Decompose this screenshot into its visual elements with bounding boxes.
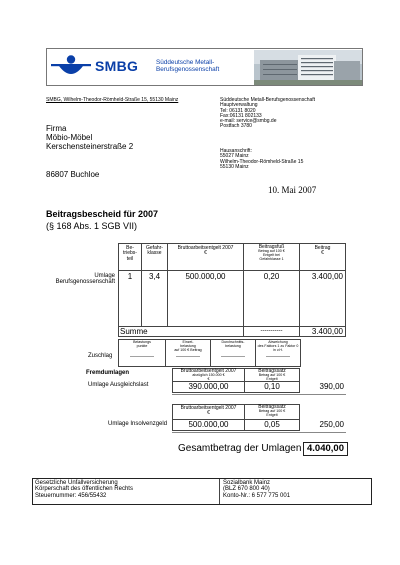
cell-beitrag: 3.400,00 [299, 270, 346, 327]
umlage-label: Umlage Berufsgenossenschaft [55, 273, 115, 286]
ausgleich-beitrag: 390,00 [319, 382, 344, 391]
header-banner [46, 48, 363, 86]
smbg-logo-icon [51, 53, 91, 81]
cell-beitragsfuss: 0,20 [243, 270, 300, 327]
summe-value: 3.400,00 [299, 326, 346, 337]
cell-arbeitsentgelt: 500.000,00 [167, 270, 244, 327]
document-date: 10. Mai 2007 [268, 185, 317, 195]
zuschlag-einzelbelastung: Einzel- belastung auf 100 € Beitrag ------------ [165, 339, 211, 367]
logo-text: SMBG [95, 58, 139, 74]
ausgleich-header-entgelt: Bruttoarbeitsentgelt 2007 abzüglich 150.000 € € [172, 368, 245, 382]
sender-line: SMBG, Wilhelm-Theodor-Römheld-Straße 15, 55130 Mainz [46, 97, 179, 103]
insolvenz-beitrag: 250,00 [319, 420, 344, 429]
header-beitragsfuss: Beitragsfuß Betrag auf 100 € Entgelt bei Gefahrklasse 1 [243, 243, 300, 271]
ausgleich-header-satz: Beitragssatz Betrag auf 100 € Entgelt [244, 368, 300, 382]
header-betriebsteil: Be- triebs- teil [118, 243, 142, 271]
recipient-city: 86807 Buchloe [46, 170, 100, 179]
zuschlag-abweichung: Abweichung des Faktors 1 zu Faktor 0 in v.H. ------------ [255, 339, 301, 367]
logo-subtitle: Süddeutsche Metall- Berufsgenossenschaft [156, 59, 220, 74]
document-title: Beitragsbescheid für 2007 [46, 209, 159, 219]
house-address: Hausanschrift: 55027 Mainz Wilhelm-Theodor-Römheld-Straße 15 55130 Mainz [220, 148, 304, 170]
document-subtitle: (§ 168 Abs. 1 SGB VII) [46, 221, 138, 231]
footer-right: Sozialbank Mainz (BLZ 670 800 40) Konto-Nr.: 6 577 775 001 [223, 480, 291, 499]
header-beitrag: Beitrag € [299, 243, 346, 271]
ausgleich-entgelt: 390.000,00 [172, 381, 245, 393]
zuschlag-belastungspunkte: Belastungs punkte ------------ [118, 339, 166, 367]
gesamt-value: 4.040,00 [303, 442, 348, 456]
footer-left: Gesetzliche Unfallversicherung Körperschaft des öffentlichen Rechts Steuernummer: 456/55432 [35, 480, 133, 499]
zuschlag-durchschnittsbelastung: Durchschnitts- belastung ------------ [210, 339, 256, 367]
gesamt-label: Gesamtbetrag der Umlagen [178, 443, 302, 454]
zuschlag-label: Zuschlag [88, 353, 113, 359]
insolvenz-header-entgelt: Bruttoarbeitsentgelt 2007 € [172, 404, 245, 420]
insolvenz-satz: 0,05 [244, 419, 300, 431]
insolvenz-header-satz: Beitragssatz Betrag auf 100 € Entgelt [244, 404, 300, 420]
fremdumlagen-label: Fremdumlagen [86, 370, 130, 376]
summe-cell: Summe [118, 326, 244, 337]
building-photo-icon [254, 50, 363, 85]
footer-box [32, 478, 372, 505]
contact-block: Süddeutsche Metall-Berufsgenossenschaft Hauptverwaltung Tel: 06131 8020 Fax:06131 802133 e-mail: service@smbg.de Postfach 3780 [220, 97, 316, 130]
insolvenz-label: Umlage Insolvenzgeld [108, 421, 168, 427]
header-gefahrklasse: Gefahr- klasse [141, 243, 168, 271]
cell-gefahrklasse: 3,4 [141, 270, 168, 327]
header-arbeitsentgelt: Bruttoarbeitsentgelt 2007 € [167, 243, 244, 271]
cell-betriebsteil: 1 [118, 270, 142, 327]
summe-dashes: ----------- [243, 326, 300, 337]
ausgleich-label: Umlage Ausgleichslast [88, 382, 149, 388]
recipient-address: Firma Möbio-Möbel Kerschensteinerstraße 2 [46, 124, 134, 152]
insolvenz-entgelt: 500.000,00 [172, 419, 245, 431]
ausgleich-satz: 0,10 [244, 381, 300, 393]
